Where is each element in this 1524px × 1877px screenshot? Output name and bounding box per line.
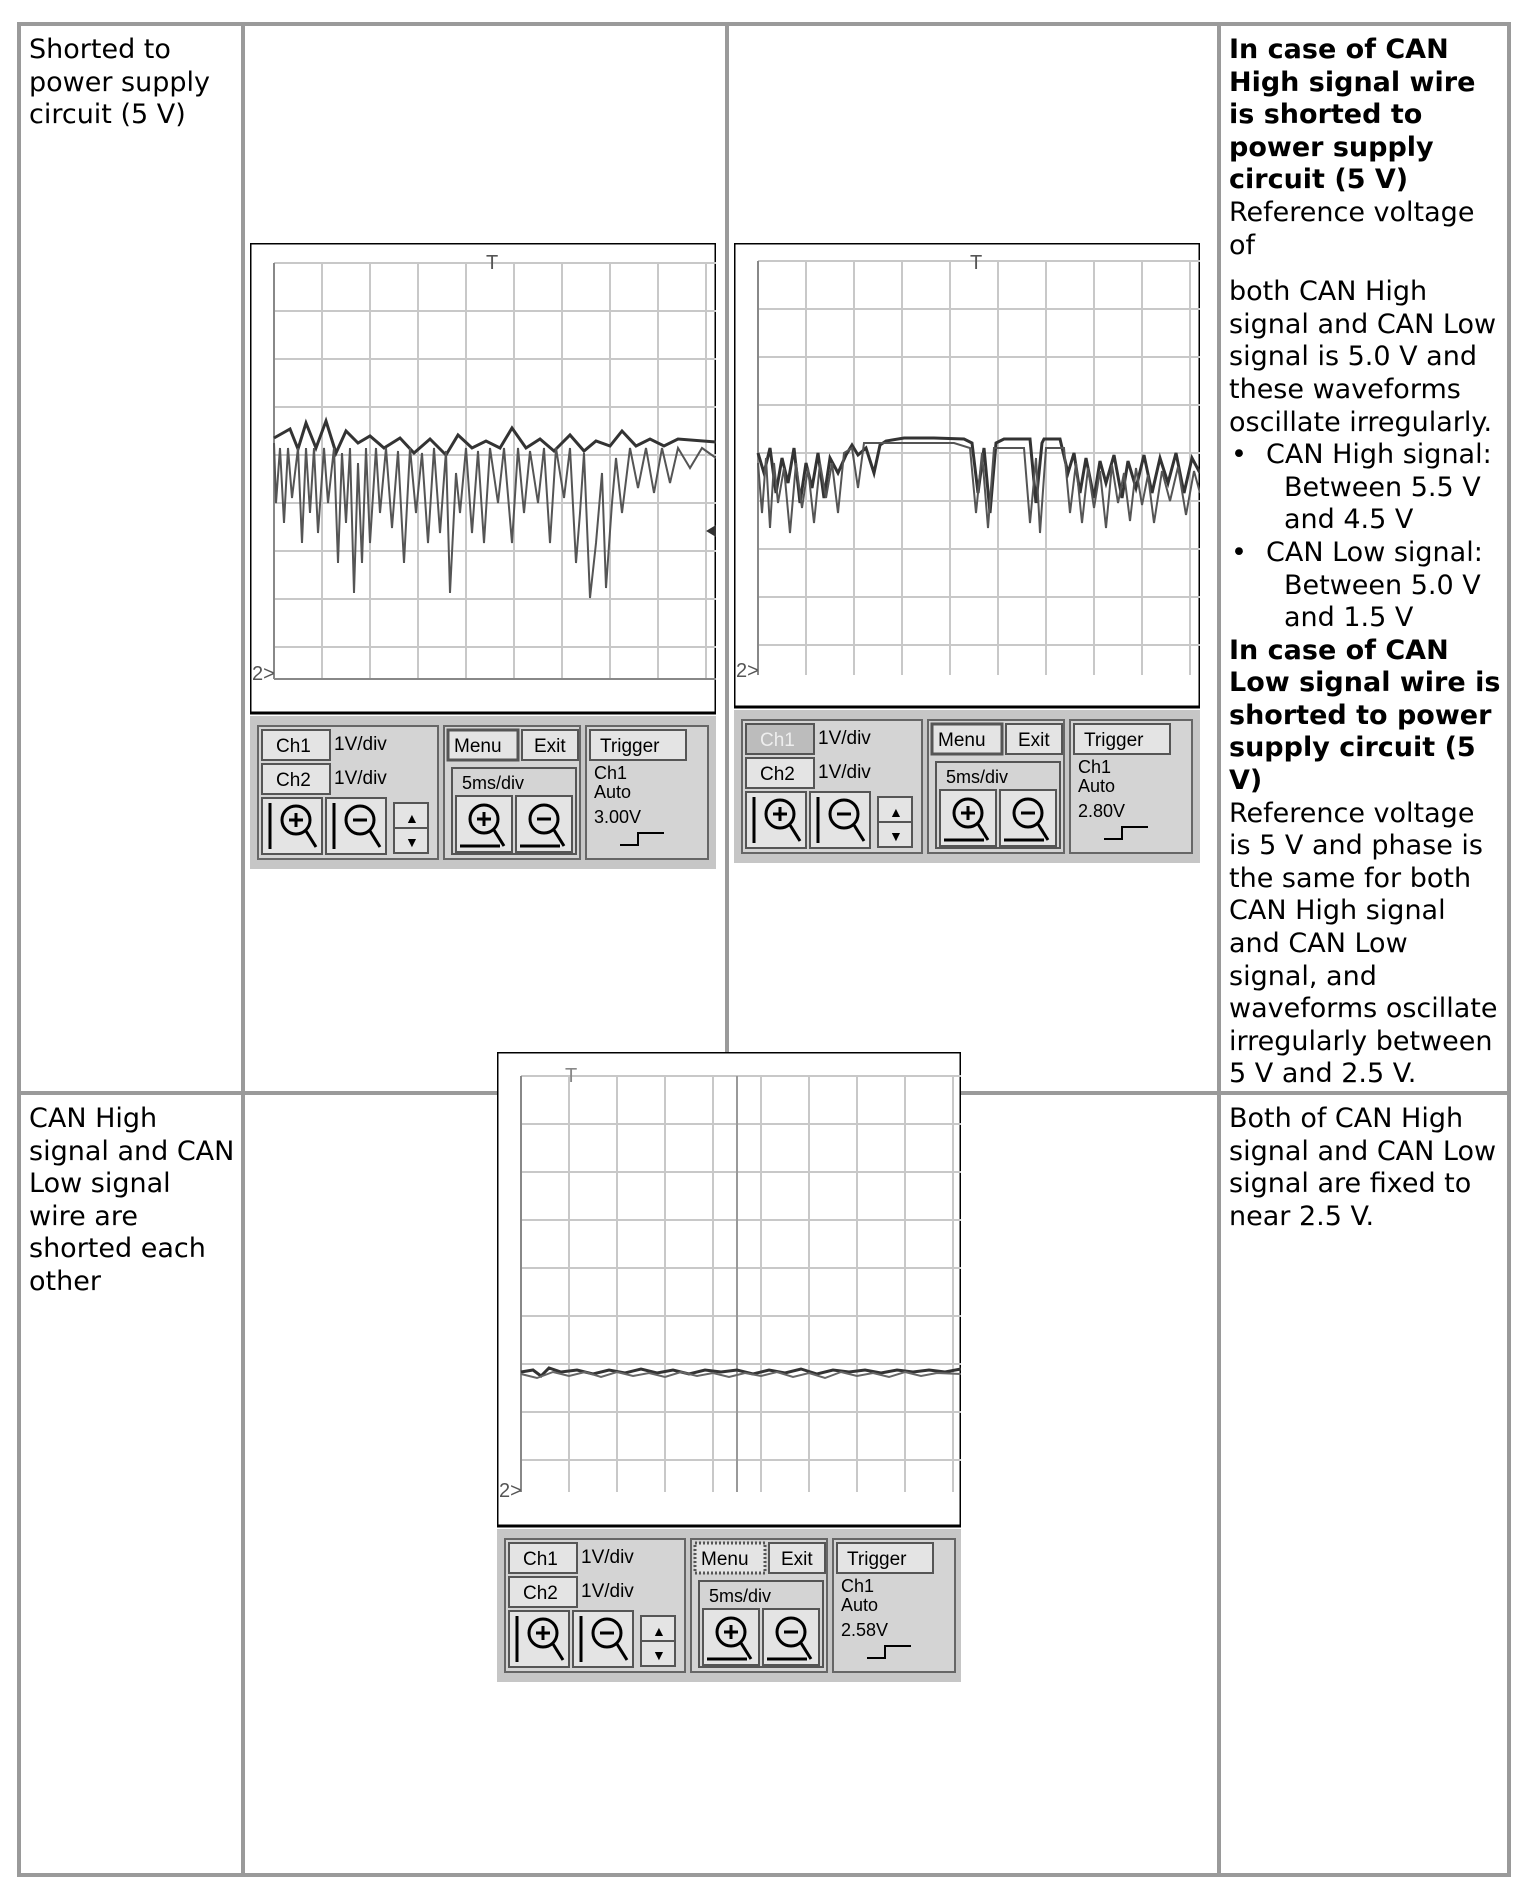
ch1-scale: 1V/div bbox=[334, 734, 387, 755]
ch1-label: Ch1 bbox=[760, 730, 795, 751]
bullet-range: Between 5.5 V and 4.5 V bbox=[1284, 471, 1481, 536]
condition-cell bbox=[19, 24, 243, 1093]
description-cell bbox=[1219, 1093, 1509, 1875]
ch2-label: Ch2 bbox=[523, 1583, 558, 1604]
ch1-scale: 1V/div bbox=[581, 1547, 634, 1568]
arrow-down-icon: ▼ bbox=[652, 1647, 666, 1663]
list-item: • CAN Low signal: Between 5.0 V and 1.5 V bbox=[1229, 537, 1501, 635]
trigger-mode: Auto bbox=[841, 1595, 879, 1615]
arrow-down-icon: ▼ bbox=[405, 834, 419, 850]
oscilloscope-2 bbox=[734, 243, 1200, 867]
trigger-label: Trigger bbox=[600, 736, 660, 757]
bullet-range: Between 5.0 V and 1.5 V bbox=[1284, 569, 1481, 634]
ch1-scale: 1V/div bbox=[818, 728, 871, 749]
menu-label: Menu bbox=[701, 1549, 749, 1570]
exit-label: Exit bbox=[534, 736, 566, 757]
trigger-level: 3.00V bbox=[594, 807, 642, 827]
trigger-level: 2.80V bbox=[1078, 801, 1126, 821]
channel2-marker: 2> bbox=[499, 1480, 522, 1502]
exit-label: Exit bbox=[781, 1549, 813, 1570]
screen-border bbox=[250, 243, 716, 713]
ch2-scale: 1V/div bbox=[581, 1581, 634, 1602]
trigger-source: Ch1 bbox=[841, 1576, 875, 1596]
control-panel bbox=[497, 1529, 961, 1682]
arrow-up-icon: ▲ bbox=[405, 810, 419, 826]
ch1-label: Ch1 bbox=[523, 1549, 558, 1570]
trigger-mode: Auto bbox=[1078, 776, 1116, 796]
description-cell bbox=[1219, 24, 1509, 1093]
description-text: Both of CAN High signal and CAN Low signal are fixed to near 2.5 V. bbox=[1229, 1103, 1497, 1232]
condition-text: Shorted to power supply circuit (5 V) bbox=[29, 34, 210, 131]
desc-text-1a: Reference voltage of bbox=[1229, 196, 1475, 261]
heading-can-high-short: In case of CAN High signal wire is shorted to power supply circuit (5 V) bbox=[1229, 34, 1476, 196]
desc-text-2: Reference voltage is 5 V and phase is the same for both CAN High signal and CAN Low signal, and waveforms oscillate irregularly between 5 V and 2.5 V. bbox=[1229, 797, 1498, 1090]
trigger-marker-t: T bbox=[486, 252, 499, 274]
arrow-up-icon: ▲ bbox=[889, 804, 903, 820]
control-panel bbox=[250, 716, 716, 869]
heading-can-low-short: In case of CAN Low signal wire is shorted to power supply circuit (5 V) bbox=[1229, 634, 1501, 797]
condition-text: CAN High signal and CAN Low signal wire are shorted each other bbox=[29, 1103, 235, 1297]
trigger-marker-t: T bbox=[970, 252, 983, 274]
channel2-marker: 2> bbox=[252, 663, 275, 685]
ch1-label: Ch1 bbox=[276, 736, 311, 757]
exit-label: Exit bbox=[1018, 730, 1050, 751]
ch2-scale: 1V/div bbox=[818, 762, 871, 783]
trigger-source: Ch1 bbox=[594, 763, 628, 783]
timebase-label: 5ms/div bbox=[709, 1586, 772, 1606]
bullet-label: CAN Low signal: bbox=[1266, 536, 1483, 568]
ch2-scale: 1V/div bbox=[334, 768, 387, 789]
desc-text-1b: both CAN High signal and CAN Low signal is 5.0 V and these waveforms oscillate irregularly. bbox=[1229, 276, 1497, 438]
trigger-level: 2.58V bbox=[841, 1620, 889, 1640]
channel2-marker: 2> bbox=[736, 660, 759, 682]
bullet-label: CAN High signal: bbox=[1266, 439, 1492, 471]
trigger-label: Trigger bbox=[1084, 730, 1144, 751]
menu-label: Menu bbox=[454, 736, 502, 757]
description-text bbox=[1221, 26, 1507, 1091]
condition-cell bbox=[19, 1093, 243, 1875]
menu-label: Menu bbox=[938, 730, 986, 751]
control-panel bbox=[734, 710, 1200, 863]
arrow-up-icon: ▲ bbox=[652, 1623, 666, 1639]
oscilloscope-1 bbox=[250, 243, 716, 873]
ch2-label: Ch2 bbox=[276, 770, 311, 791]
trigger-source: Ch1 bbox=[1078, 757, 1112, 777]
trigger-marker-t: T bbox=[565, 1065, 578, 1087]
trigger-mode: Auto bbox=[594, 782, 632, 802]
list-item: • CAN High signal: Between 5.5 V and 4.5 V bbox=[1229, 439, 1501, 537]
oscilloscope-3 bbox=[497, 1052, 961, 1686]
timebase-label: 5ms/div bbox=[946, 767, 1009, 787]
trigger-label: Trigger bbox=[847, 1549, 907, 1570]
signal-range-list bbox=[1229, 439, 1501, 635]
ch2-label: Ch2 bbox=[760, 764, 795, 785]
timebase-label: 5ms/div bbox=[462, 773, 525, 793]
arrow-down-icon: ▼ bbox=[889, 828, 903, 844]
